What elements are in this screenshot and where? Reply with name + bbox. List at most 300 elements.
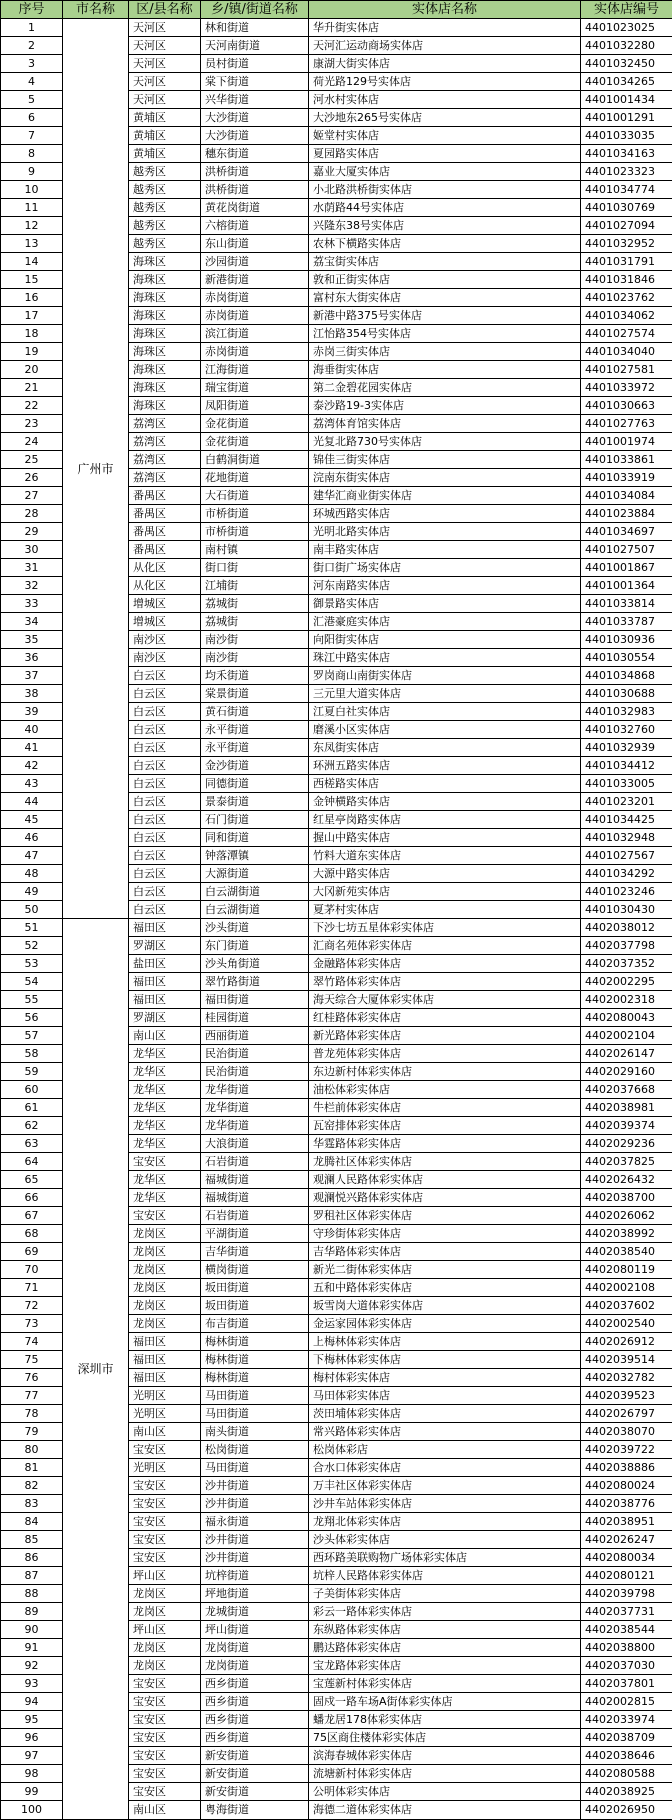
cell-district: 越秀区 (129, 235, 201, 253)
cell-seq: 90 (1, 1621, 63, 1639)
cell-street: 民治街道 (201, 1063, 309, 1081)
cell-store-name: 江怡路354号实体店 (309, 325, 581, 343)
cell-seq: 94 (1, 1693, 63, 1711)
cell-street: 南头街道 (201, 1423, 309, 1441)
cell-seq: 43 (1, 775, 63, 793)
cell-store-code: 4401031846 (581, 271, 672, 289)
cell-store-name: 梅村体彩实体店 (309, 1369, 581, 1387)
cell-store-name: 瓦窑排体彩实体店 (309, 1117, 581, 1135)
cell-seq: 60 (1, 1081, 63, 1099)
cell-seq: 42 (1, 757, 63, 775)
cell-seq: 6 (1, 109, 63, 127)
cell-district: 宝安区 (129, 1207, 201, 1225)
cell-seq: 32 (1, 577, 63, 595)
cell-store-name: 农林下横路实体店 (309, 235, 581, 253)
cell-store-code: 4401001867 (581, 559, 672, 577)
cell-seq: 93 (1, 1675, 63, 1693)
cell-store-code: 4402039514 (581, 1351, 672, 1369)
cell-district: 白云区 (129, 667, 201, 685)
cell-seq: 63 (1, 1135, 63, 1153)
cell-store-name: 河水村实体店 (309, 91, 581, 109)
cell-store-name: 公明体彩实体店 (309, 1783, 581, 1801)
cell-store-code: 4402026912 (581, 1333, 672, 1351)
cell-seq: 58 (1, 1045, 63, 1063)
cell-district: 龙华区 (129, 1135, 201, 1153)
cell-seq: 2 (1, 37, 63, 55)
cell-store-name: 新港中路375号实体店 (309, 307, 581, 325)
cell-district: 盐田区 (129, 955, 201, 973)
cell-street: 赤岗街道 (201, 289, 309, 307)
cell-store-code: 4402038981 (581, 1099, 672, 1117)
cell-street: 新安街道 (201, 1783, 309, 1801)
cell-street: 福城街道 (201, 1189, 309, 1207)
cell-district: 白云区 (129, 721, 201, 739)
cell-district: 宝安区 (129, 1477, 201, 1495)
cell-district: 增城区 (129, 595, 201, 613)
cell-seq: 14 (1, 253, 63, 271)
cell-seq: 40 (1, 721, 63, 739)
cell-street: 坪地街道 (201, 1585, 309, 1603)
cell-store-name: 磨溪小区实体店 (309, 721, 581, 739)
cell-store-name: 上梅林体彩实体店 (309, 1333, 581, 1351)
cell-store-code: 4401034265 (581, 73, 672, 91)
cell-seq: 27 (1, 487, 63, 505)
cell-seq: 25 (1, 451, 63, 469)
cell-street: 新安街道 (201, 1747, 309, 1765)
cell-seq: 4 (1, 73, 63, 91)
cell-store-code: 4402032782 (581, 1369, 672, 1387)
cell-seq: 87 (1, 1567, 63, 1585)
cell-district: 福田区 (129, 973, 201, 991)
cell-store-name: 锦佳三街实体店 (309, 451, 581, 469)
cell-store-name: 夏园路实体店 (309, 145, 581, 163)
cell-street: 平湖街道 (201, 1225, 309, 1243)
cell-seq: 71 (1, 1279, 63, 1297)
cell-store-code: 4401033972 (581, 379, 672, 397)
cell-street: 江海街道 (201, 361, 309, 379)
cell-store-code: 4401001364 (581, 577, 672, 595)
cell-store-code: 4401034292 (581, 865, 672, 883)
cell-store-code: 4401027574 (581, 325, 672, 343)
cell-store-code: 4402037602 (581, 1297, 672, 1315)
cell-store-code: 4402026147 (581, 1045, 672, 1063)
cell-store-code: 4402033974 (581, 1711, 672, 1729)
cell-street: 马田街道 (201, 1405, 309, 1423)
cell-district: 海珠区 (129, 361, 201, 379)
cell-store-name: 宝龙路体彩实体店 (309, 1657, 581, 1675)
cell-district: 宝安区 (129, 1729, 201, 1747)
cell-store-name: 金钟横路实体店 (309, 793, 581, 811)
header-street: 乡/镇/街道名称 (201, 1, 309, 19)
cell-store-code: 4401032939 (581, 739, 672, 757)
cell-store-code: 4401001974 (581, 433, 672, 451)
cell-store-code: 4402026797 (581, 1405, 672, 1423)
cell-district: 龙华区 (129, 1171, 201, 1189)
cell-seq: 78 (1, 1405, 63, 1423)
cell-store-name: 龙腾社区体彩实体店 (309, 1153, 581, 1171)
cell-seq: 54 (1, 973, 63, 991)
cell-seq: 39 (1, 703, 63, 721)
cell-store-name: 松岗体彩店 (309, 1441, 581, 1459)
header-store-name: 实体店名称 (309, 1, 581, 19)
cell-street: 西乡街道 (201, 1729, 309, 1747)
cell-store-name: 金运家园体彩实体店 (309, 1315, 581, 1333)
cell-store-code: 4402002104 (581, 1027, 672, 1045)
cell-seq: 36 (1, 649, 63, 667)
cell-store-name: 水荫路44号实体店 (309, 199, 581, 217)
cell-street: 大源街道 (201, 865, 309, 883)
cell-store-code: 4401030936 (581, 631, 672, 649)
cell-store-code: 4401023246 (581, 883, 672, 901)
cell-district: 越秀区 (129, 163, 201, 181)
cell-street: 龙华街道 (201, 1099, 309, 1117)
cell-store-code: 4402038544 (581, 1621, 672, 1639)
cell-store-name: 夏茅村实体店 (309, 901, 581, 919)
cell-seq: 84 (1, 1513, 63, 1531)
cell-store-name: 普龙苑体彩实体店 (309, 1045, 581, 1063)
cell-seq: 72 (1, 1297, 63, 1315)
cell-store-name: 海天综合大厦体彩实体店 (309, 991, 581, 1009)
cell-store-code: 4401027094 (581, 217, 672, 235)
cell-district: 南山区 (129, 1423, 201, 1441)
cell-store-name: 牛栏前体彩实体店 (309, 1099, 581, 1117)
cell-store-code: 4401033787 (581, 613, 672, 631)
cell-store-name: 鹏达路体彩实体店 (309, 1639, 581, 1657)
cell-seq: 67 (1, 1207, 63, 1225)
cell-store-name: 沙井车站体彩实体店 (309, 1495, 581, 1513)
cell-street: 龙城街道 (201, 1603, 309, 1621)
cell-seq: 57 (1, 1027, 63, 1045)
cell-district: 宝安区 (129, 1693, 201, 1711)
cell-district: 宝安区 (129, 1747, 201, 1765)
cell-seq: 85 (1, 1531, 63, 1549)
cell-store-name: 红桂路体彩实体店 (309, 1009, 581, 1027)
cell-street: 翠竹路街道 (201, 973, 309, 991)
cell-street: 松岗街道 (201, 1441, 309, 1459)
cell-street: 民治街道 (201, 1045, 309, 1063)
cell-seq: 59 (1, 1063, 63, 1081)
cell-seq: 68 (1, 1225, 63, 1243)
cell-district: 福田区 (129, 1333, 201, 1351)
cell-store-code: 4401034062 (581, 307, 672, 325)
cell-street: 梅林街道 (201, 1351, 309, 1369)
cell-street: 荔城街 (201, 613, 309, 631)
cell-store-name: 金融路体彩实体店 (309, 955, 581, 973)
cell-seq: 17 (1, 307, 63, 325)
cell-store-name: 江夏白社实体店 (309, 703, 581, 721)
cell-store-code: 4402039722 (581, 1441, 672, 1459)
cell-seq: 11 (1, 199, 63, 217)
cell-district: 南山区 (129, 1801, 201, 1820)
cell-store-name: 三元里大道实体店 (309, 685, 581, 703)
cell-store-code: 4402080119 (581, 1261, 672, 1279)
cell-seq: 69 (1, 1243, 63, 1261)
cell-seq: 5 (1, 91, 63, 109)
cell-seq: 13 (1, 235, 63, 253)
cell-street: 大石街道 (201, 487, 309, 505)
cell-store-code: 4401033005 (581, 775, 672, 793)
cell-seq: 46 (1, 829, 63, 847)
cell-seq: 76 (1, 1369, 63, 1387)
cell-district: 白云区 (129, 685, 201, 703)
cell-district: 番禺区 (129, 523, 201, 541)
cell-store-code: 4402037731 (581, 1603, 672, 1621)
cell-street: 凤阳街道 (201, 397, 309, 415)
cell-street: 均禾街道 (201, 667, 309, 685)
header-city: 市名称 (63, 1, 129, 19)
cell-store-code: 4402037825 (581, 1153, 672, 1171)
cell-district: 番禺区 (129, 541, 201, 559)
cell-store-name: 马田体彩实体店 (309, 1387, 581, 1405)
cell-district: 白云区 (129, 847, 201, 865)
cell-seq: 65 (1, 1171, 63, 1189)
cell-street: 洪桥街道 (201, 163, 309, 181)
cell-street: 沙头街道 (201, 919, 309, 937)
header-row (1, 1, 672, 19)
cell-district: 宝安区 (129, 1513, 201, 1531)
cell-street: 大浪街道 (201, 1135, 309, 1153)
cell-district: 海珠区 (129, 343, 201, 361)
cell-store-name: 富村东大街实体店 (309, 289, 581, 307)
cell-seq: 9 (1, 163, 63, 181)
cell-seq: 64 (1, 1153, 63, 1171)
cell-street: 白云湖街道 (201, 883, 309, 901)
cell-store-code: 4401001434 (581, 91, 672, 109)
cell-district: 白云区 (129, 757, 201, 775)
cell-store-code: 4402038012 (581, 919, 672, 937)
cell-district: 福田区 (129, 991, 201, 1009)
cell-district: 宝安区 (129, 1495, 201, 1513)
cell-street: 市桥街道 (201, 505, 309, 523)
cell-store-code: 4402038800 (581, 1639, 672, 1657)
cell-district: 光明区 (129, 1405, 201, 1423)
cell-store-name: 海德二道体彩实体店 (309, 1801, 581, 1820)
cell-street: 东山街道 (201, 235, 309, 253)
cell-store-code: 4401023762 (581, 289, 672, 307)
cell-store-code: 4402026432 (581, 1171, 672, 1189)
cell-store-name: 汇港豪庭实体店 (309, 613, 581, 631)
cell-store-code: 4402026062 (581, 1207, 672, 1225)
cell-district: 越秀区 (129, 181, 201, 199)
cell-seq: 1 (1, 19, 63, 37)
cell-district: 海珠区 (129, 325, 201, 343)
cell-seq: 53 (1, 955, 63, 973)
cell-street: 马田街道 (201, 1387, 309, 1405)
cell-store-name: 握山中路实体店 (309, 829, 581, 847)
cell-street: 花地街道 (201, 469, 309, 487)
cell-street: 金花街道 (201, 433, 309, 451)
cell-store-name: 大冈新苑实体店 (309, 883, 581, 901)
table-body (1, 19, 672, 1820)
cell-seq: 52 (1, 937, 63, 955)
cell-seq: 82 (1, 1477, 63, 1495)
cell-district: 龙岗区 (129, 1585, 201, 1603)
cell-store-code: 4401027763 (581, 415, 672, 433)
cell-district: 白云区 (129, 865, 201, 883)
cell-store-name: 小北路洪桥街实体店 (309, 181, 581, 199)
header-seq: 序号 (1, 1, 63, 19)
cell-store-code: 4401034425 (581, 811, 672, 829)
cell-store-code: 4402002108 (581, 1279, 672, 1297)
cell-street: 兴华街道 (201, 91, 309, 109)
cell-store-code: 4402080043 (581, 1009, 672, 1027)
cell-street: 梅林街道 (201, 1369, 309, 1387)
cell-store-name: 环城西路实体店 (309, 505, 581, 523)
cell-street: 布吉街道 (201, 1315, 309, 1333)
cell-seq: 100 (1, 1801, 63, 1820)
cell-store-code: 4401030663 (581, 397, 672, 415)
cell-store-name: 坂雪岗大道体彩实体店 (309, 1297, 581, 1315)
cell-seq: 31 (1, 559, 63, 577)
cell-street: 江埔街 (201, 577, 309, 595)
cell-store-name: 合水口体彩实体店 (309, 1459, 581, 1477)
cell-seq: 19 (1, 343, 63, 361)
cell-seq: 96 (1, 1729, 63, 1747)
cell-seq: 98 (1, 1765, 63, 1783)
cell-street: 同和街道 (201, 829, 309, 847)
cell-district: 罗湖区 (129, 937, 201, 955)
cell-district: 海珠区 (129, 271, 201, 289)
cell-store-name: 蟠龙居178体彩实体店 (309, 1711, 581, 1729)
cell-district: 天河区 (129, 55, 201, 73)
cell-store-code: 4402037030 (581, 1657, 672, 1675)
cell-district: 从化区 (129, 559, 201, 577)
cell-street: 吉华街道 (201, 1243, 309, 1261)
cell-district: 天河区 (129, 19, 201, 37)
cell-district: 增城区 (129, 613, 201, 631)
cell-store-name: 西槎路实体店 (309, 775, 581, 793)
cell-store-code: 4402080588 (581, 1765, 672, 1783)
cell-store-name: 康湖大街实体店 (309, 55, 581, 73)
cell-district: 荔湾区 (129, 451, 201, 469)
cell-store-name: 大沙地东265号实体店 (309, 109, 581, 127)
cell-district: 南沙区 (129, 649, 201, 667)
cell-store-code: 4402038886 (581, 1459, 672, 1477)
cell-district: 荔湾区 (129, 469, 201, 487)
cell-district: 龙岗区 (129, 1225, 201, 1243)
cell-store-code: 4401032983 (581, 703, 672, 721)
cell-district: 宝安区 (129, 1765, 201, 1783)
cell-street: 赤岗街道 (201, 307, 309, 325)
cell-store-code: 4401034868 (581, 667, 672, 685)
cell-district: 坪山区 (129, 1567, 201, 1585)
cell-store-code: 4401034697 (581, 523, 672, 541)
cell-store-name: 御景路实体店 (309, 595, 581, 613)
cell-seq: 88 (1, 1585, 63, 1603)
cell-street: 钟落潭镇 (201, 847, 309, 865)
cell-store-name: 西环路美联购物广场体彩实体店 (309, 1549, 581, 1567)
cell-street: 瑞宝街道 (201, 379, 309, 397)
cell-seq: 33 (1, 595, 63, 613)
cell-seq: 38 (1, 685, 63, 703)
cell-district: 光明区 (129, 1387, 201, 1405)
cell-seq: 41 (1, 739, 63, 757)
cell-street: 沙井街道 (201, 1495, 309, 1513)
cell-district: 白云区 (129, 901, 201, 919)
cell-street: 西丽街道 (201, 1027, 309, 1045)
cell-district: 海珠区 (129, 379, 201, 397)
cell-store-name: 华升街实体店 (309, 19, 581, 37)
cell-district: 白云区 (129, 793, 201, 811)
cell-district: 福田区 (129, 1369, 201, 1387)
cell-district: 宝安区 (129, 1549, 201, 1567)
cell-store-name: 赤岗三街实体店 (309, 343, 581, 361)
cell-store-name: 下梅林体彩实体店 (309, 1351, 581, 1369)
cell-store-code: 4402037798 (581, 937, 672, 955)
cell-district: 从化区 (129, 577, 201, 595)
cell-store-name: 海垂街实体店 (309, 361, 581, 379)
cell-store-name: 竹料大道东实体店 (309, 847, 581, 865)
cell-seq: 7 (1, 127, 63, 145)
cell-seq: 50 (1, 901, 63, 919)
cell-street: 天河南街道 (201, 37, 309, 55)
cell-store-code: 4402037668 (581, 1081, 672, 1099)
cell-store-code: 4401032760 (581, 721, 672, 739)
cell-store-code: 4401032450 (581, 55, 672, 73)
cell-street: 西乡街道 (201, 1693, 309, 1711)
cell-street: 新安街道 (201, 1765, 309, 1783)
cell-store-code: 4401030769 (581, 199, 672, 217)
cell-store-code: 4401033861 (581, 451, 672, 469)
cell-store-name: 常兴路体彩实体店 (309, 1423, 581, 1441)
cell-district: 海珠区 (129, 397, 201, 415)
cell-district: 坪山区 (129, 1621, 201, 1639)
cell-store-name: 兴隆东38号实体店 (309, 217, 581, 235)
cell-street: 横岗街道 (201, 1261, 309, 1279)
cell-store-code: 4401033919 (581, 469, 672, 487)
cell-street: 沙井街道 (201, 1531, 309, 1549)
cell-street: 石门街道 (201, 811, 309, 829)
cell-store-name: 罗岗商山南街实体店 (309, 667, 581, 685)
cell-store-name: 沙头体彩实体店 (309, 1531, 581, 1549)
cell-street: 白鹤洞街道 (201, 451, 309, 469)
cell-store-name: 新光二街体彩实体店 (309, 1261, 581, 1279)
cell-store-code: 4401032280 (581, 37, 672, 55)
cell-seq: 61 (1, 1099, 63, 1117)
cell-street: 同德街道 (201, 775, 309, 793)
cell-store-code: 4402038700 (581, 1189, 672, 1207)
cell-street: 滨江街道 (201, 325, 309, 343)
cell-store-name: 珠江中路实体店 (309, 649, 581, 667)
cell-seq: 45 (1, 811, 63, 829)
cell-district: 黄埔区 (129, 145, 201, 163)
cell-store-code: 4401033814 (581, 595, 672, 613)
cell-street: 龙华街道 (201, 1117, 309, 1135)
cell-store-code: 4401033035 (581, 127, 672, 145)
cell-store-code: 4401023323 (581, 163, 672, 181)
cell-store-name: 光复北路730号实体店 (309, 433, 581, 451)
cell-seq: 55 (1, 991, 63, 1009)
cell-store-code: 4402080034 (581, 1549, 672, 1567)
cell-store-code: 4401023025 (581, 19, 672, 37)
cell-seq: 35 (1, 631, 63, 649)
cell-store-name: 子美街体彩实体店 (309, 1585, 581, 1603)
cell-seq: 51 (1, 919, 63, 937)
cell-district: 宝安区 (129, 1153, 201, 1171)
cell-district: 白云区 (129, 775, 201, 793)
cell-seq: 26 (1, 469, 63, 487)
cell-store-code: 4402038646 (581, 1747, 672, 1765)
cell-street: 西乡街道 (201, 1711, 309, 1729)
cell-street: 福城街道 (201, 1171, 309, 1189)
cell-district: 罗湖区 (129, 1009, 201, 1027)
cell-seq: 73 (1, 1315, 63, 1333)
cell-seq: 80 (1, 1441, 63, 1459)
cell-district: 龙岗区 (129, 1315, 201, 1333)
cell-store-code: 4402038925 (581, 1783, 672, 1801)
cell-seq: 24 (1, 433, 63, 451)
cell-store-code: 4402039374 (581, 1117, 672, 1135)
